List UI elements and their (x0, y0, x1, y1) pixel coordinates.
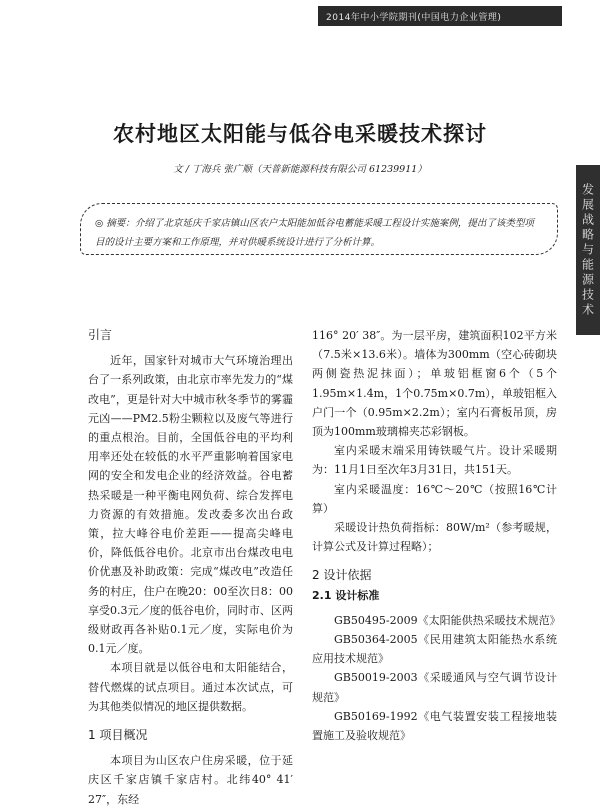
project-description: 116° 20′ 38″。为一层平房，建筑面积102平方米（7.5米×13.6米）。墙体为300mm（空心砖砌块两侧瓷热泥抹面）；单玻铝框窗6个（5个1.95m×1.4m，1个0.75m×0.7m），单玻铝框入户门一个（0.95m×2.2m）；室内石膏板吊顶，房顶为100mm玻璃棉夹芯彩钢板。 (312, 329, 557, 439)
intro-heading: 引言 (88, 328, 113, 342)
section1-paragraph: 本项目为山区农户住房采暖，位于延庆区千家店镇千家店村。北纬40° 41′ 27″，东经 (88, 754, 293, 806)
abstract-text: 介绍了北京延庆千家店镇山区农户太阳能加低谷电蓄能采暖工程设计实施案例，提出了该类型项目的设计主要方案和工作原理，并对供暖系统设计进行了分析计算。 (95, 218, 534, 248)
standard-1: GB50495-2009《太阳能供热采暖技术规范》 (334, 613, 561, 627)
standard-4: GB50169-1992《电气装置安装工程接地装置施工及验收规范》 (312, 709, 557, 743)
journal-header-text: 2014年中小学院期刊(中国电力企业管理) (326, 12, 502, 23)
intro-paragraph-1: 近年，国家针对城市大气环境治理出台了一系列政策，由北京市率先发力的“煤改电”，更是针对大中城市秋冬季节的雾霾元凶——PM2.5粉尘颗粒以及废气等进行的重点根治。目前，全国低谷电的平均利用率还处在较低的水平严重影响着国家电网的安全和发电企业的经济效益。谷电蓄热采暖是一种平衡电网负荷、综合发挥电力资源的有效措施。发改委多次出台政策，拉大峰谷电价差距——提高尖峰电价，降低低谷电价。北京市出台煤改电电价优惠及补助政策：完成“煤改电”改造任务的村庄，住户在晚20：00至次日8：00享受0.3元／度的低谷电价，同时市、区两级财政再各补贴0.1元／度，实际电价为0.1元／度。 (88, 354, 293, 656)
abstract-label: ◎ 摘要： (95, 218, 135, 229)
standard-2: GB50364-2005《民用建筑太阳能热水系统应用技术规范》 (312, 633, 557, 666)
section1-heading: 1 项目概况 (88, 728, 148, 743)
article-byline: 文 / 丁海兵 张广顺（天普新能源科技有限公司 61239911） (173, 164, 427, 175)
article-title: 农村地区太阳能与低谷电采暖技术探讨 (113, 122, 487, 146)
left-column (88, 326, 293, 809)
abstract-box (80, 203, 558, 255)
section-side-tab (576, 165, 600, 335)
section2-subheading: 2.1 设计标准 (312, 588, 380, 602)
heating-terminal-para: 室内采暖末端采用铸铁暖气片。设计采暖期为：11月1日至次年3月31日，共151天。 (312, 444, 557, 477)
indoor-temp-para: 室内采暖温度：16℃～20℃（按照16℃计算） (312, 482, 557, 515)
section2-heading: 2 设计依据 (312, 568, 372, 583)
right-column (312, 326, 561, 745)
standard-3: GB50019-2003《采暖通风与空气调节设计规范》 (312, 671, 557, 704)
journal-header-bar (318, 6, 562, 26)
heat-load-para: 采暖设计热负荷指标：80W/m²（参考暖规，计算公式及计算过程略）； (312, 521, 557, 554)
side-tab-label: 发展战略与能源技术 (580, 182, 595, 318)
intro-paragraph-2: 本项目就是以低谷电和太阳能结合，替代燃煤的试点项目。通过本次试点，可为其他类似情况的地区提供数据。 (88, 661, 293, 713)
